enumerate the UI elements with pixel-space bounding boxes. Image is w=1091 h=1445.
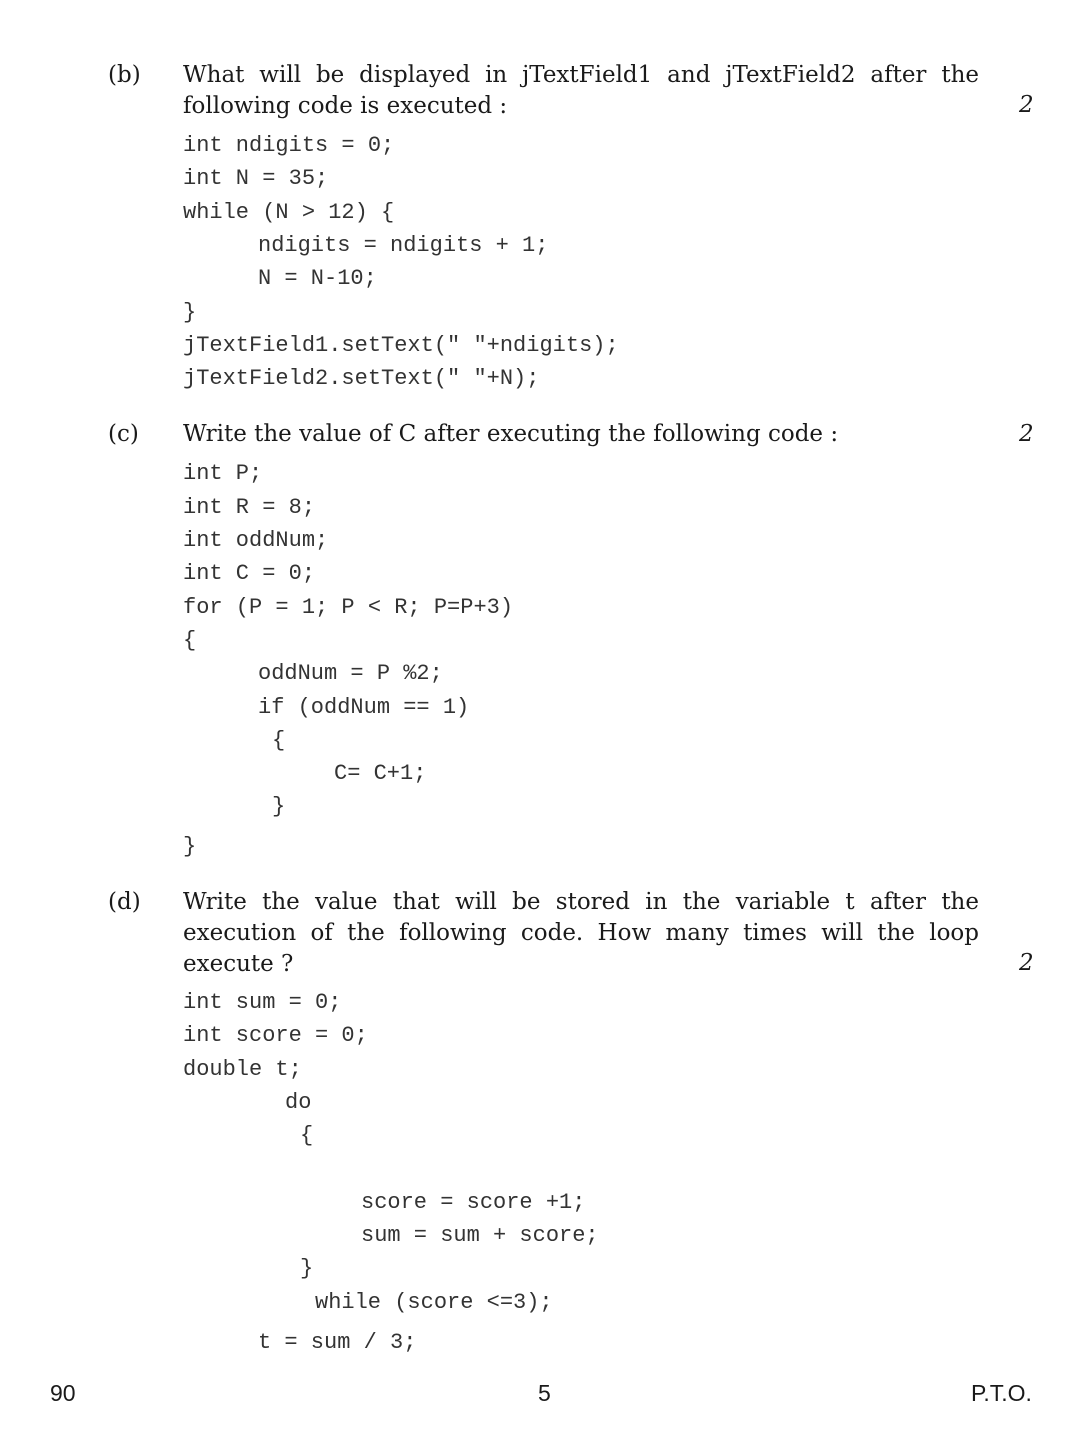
code-line: sum = sum + score; (361, 1223, 599, 1248)
question-d-marks: 2 (1019, 950, 1034, 976)
question-c-marks: 2 (1019, 421, 1034, 447)
paper-code: 90 (50, 1380, 76, 1406)
code-line: while (score <=3); (315, 1290, 553, 1315)
code-line: { (183, 628, 197, 653)
code-line: int P; (183, 461, 263, 486)
code-line: int C = 0; (183, 561, 316, 586)
code-line: int ndigits = 0; (183, 133, 395, 158)
code-line: } (300, 1256, 314, 1281)
code-line: C= C+1; (334, 761, 427, 786)
code-line: int sum = 0; (183, 990, 342, 1015)
question-d-text: Write the value that will be stored in the variable t after the execution of the following code. How many times will the loop execute ? (183, 889, 979, 977)
code-line: while (N > 12) { (183, 200, 395, 225)
question-b-marks: 2 (1019, 92, 1034, 118)
code-line: } (183, 300, 197, 325)
code-line: do (285, 1090, 312, 1115)
question-c-text: Write the value of C after executing the following code : (183, 421, 839, 447)
code-line: } (183, 834, 197, 859)
code-line: for (P = 1; P < R; P=P+3) (183, 595, 514, 620)
code-line: if (oddNum == 1) (258, 695, 470, 720)
question-d-label: (d) (108, 889, 141, 915)
code-line: score = score +1; (361, 1190, 586, 1215)
code-line: jTextField1.setText(" "+ndigits); (183, 333, 619, 358)
code-line: } (272, 794, 286, 819)
code-line: { (300, 1123, 314, 1148)
code-line: int score = 0; (183, 1023, 368, 1048)
code-line: int N = 35; (183, 166, 329, 191)
code-line: N = N-10; (258, 266, 377, 291)
please-turn-over: P.T.O. (971, 1380, 1032, 1406)
code-line: double t; (183, 1057, 302, 1082)
code-line: int oddNum; (183, 528, 329, 553)
code-line: t = sum / 3; (258, 1330, 417, 1355)
code-line: oddNum = P %2; (258, 661, 443, 686)
question-b-label: (b) (108, 62, 141, 88)
question-b-text: What will be displayed in jTextField1 and jTextField2 after the following code is executed : (183, 62, 979, 119)
code-line: int R = 8; (183, 495, 316, 520)
question-c-label: (c) (108, 421, 139, 447)
code-line: { (272, 728, 286, 753)
code-line: jTextField2.setText(" "+N); (183, 366, 540, 391)
page-number: 5 (538, 1380, 551, 1406)
code-line: ndigits = ndigits + 1; (258, 233, 549, 258)
